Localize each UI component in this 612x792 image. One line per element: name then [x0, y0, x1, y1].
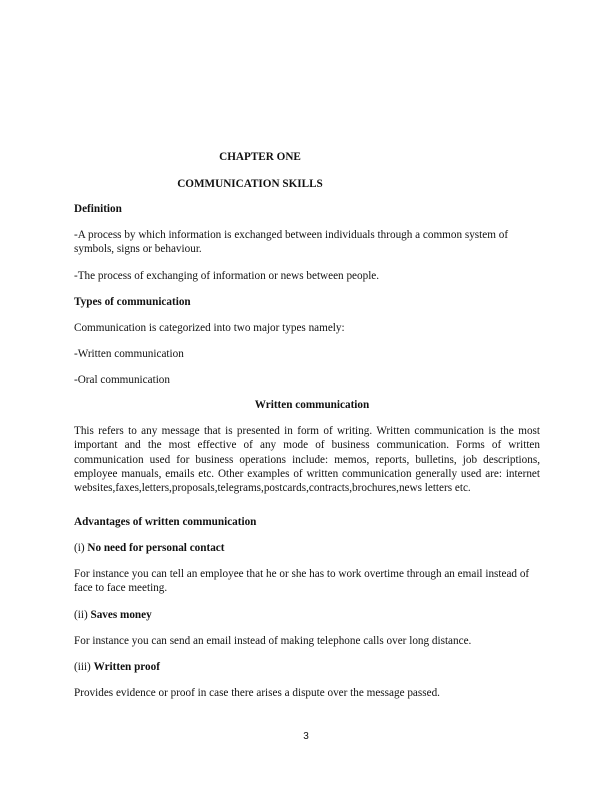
advantages-heading: Advantages of written communication	[74, 516, 257, 528]
type-written: -Written communication	[74, 348, 184, 360]
advantage-3-number: (iii)	[74, 661, 91, 673]
advantage-3-label: Written proof	[93, 661, 160, 673]
types-intro: Communication is categorized into two major types namely:	[74, 322, 345, 334]
definition-heading: Definition	[74, 203, 122, 215]
definition-item-1: -A process by which information is exchanged between individuals through a common system of symbols, signs or behaviour.	[74, 229, 509, 256]
advantage-2-number: (ii)	[74, 609, 88, 621]
advantage-3-title	[74, 660, 160, 674]
type-oral: -Oral communication	[74, 374, 170, 386]
advantage-3-text: Provides evidence or proof in case there arises a dispute over the message passed.	[74, 687, 440, 699]
definition-item-2: -The process of exchanging of information or news between people.	[74, 270, 380, 282]
advantage-1-title	[74, 541, 225, 555]
page-number: 3	[303, 731, 309, 742]
advantage-2-label: Saves money	[90, 609, 152, 621]
chapter-title: COMMUNICATION SKILLS	[177, 178, 323, 190]
written-heading: Written communication	[254, 399, 370, 411]
advantage-2-title	[74, 608, 152, 622]
advantage-1-number: (i)	[74, 542, 85, 554]
advantage-2-text: For instance you can send an email instead of making telephone calls over long distance.	[74, 635, 472, 647]
advantage-1-label: No need for personal contact	[87, 542, 225, 554]
advantage-1-text: For instance you can tell an employee that he or she has to work overtime through an email instead of face to face meeting.	[74, 568, 530, 595]
types-heading: Types of communication	[74, 296, 191, 308]
chapter-heading: CHAPTER ONE	[219, 151, 301, 163]
written-body: This refers to any message that is presented in form of writing. Written communication is the most important and the most effective of any mode of business communication. Forms of written communication used for business operations include: memos, reports, bulletins, job descriptions, employee manuals, emails etc. Other examples of written communication generally used are: internet websites,faxes,letters,proposals,telegrams,postcards,contracts,brochures,news letters etc.	[74, 425, 540, 495]
